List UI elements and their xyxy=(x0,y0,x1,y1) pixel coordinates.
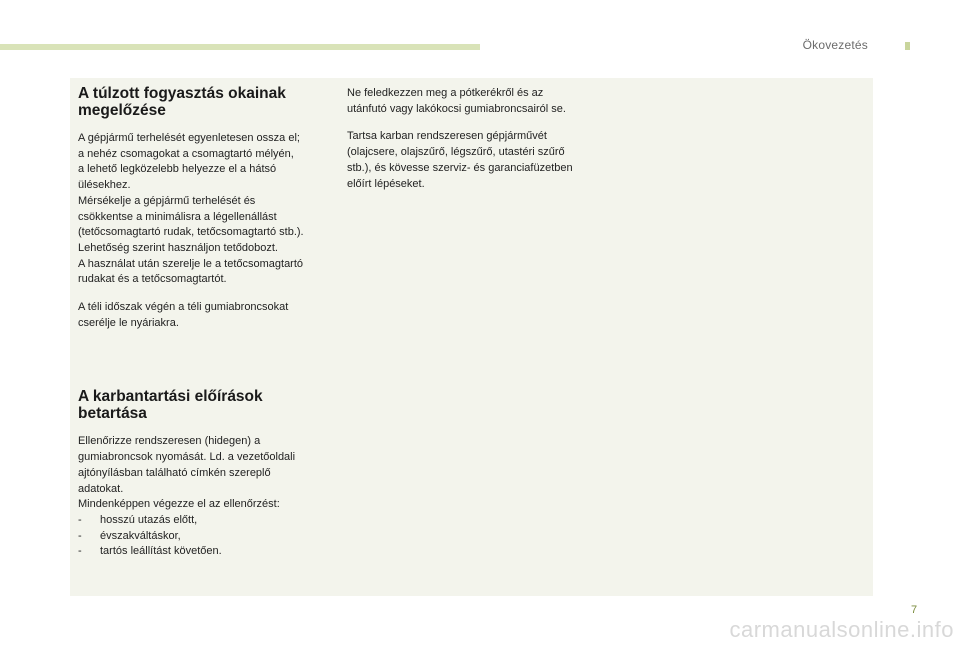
list-item: - hosszú utazás előtt, xyxy=(78,513,198,526)
paragraph-tyre-pressure: Ellenőrizze rendszeresen (hidegen) a gumiabroncsok nyomását. Ld. a vezetőoldali ajtónyílásban található címkén szereplő adatokat. Mindenképpen végezze el az ellenőrzést: - hosszú utazás előtt, - évszakváltáskor, - tartós leállítást követően. xyxy=(78,434,340,560)
watermark: carmanualsonline.info xyxy=(729,617,954,642)
section-title: Ökovezetés xyxy=(802,38,868,52)
paragraph-winter-tyres: A téli időszak végén a téli gumiabroncsokat cserélje le nyáriakra. xyxy=(78,301,289,329)
left-column xyxy=(78,86,340,572)
right-column xyxy=(347,86,609,204)
section-marker xyxy=(905,42,910,50)
paragraph-load: A gépjármű terhelését egyenletesen ossza el; a nehéz csomagokat a csomagtartó mélyén, a lehető legközelebb helyezze el a hátsó ülésekhez. Mérsékelje a gépjármű terhelését és csökkentse a minimálisra a légellenállást (tetőcsomagtartó rudak, tetőcsomagtartó stb.). Lehetőség szerint használjon tetődobozt. A használat után szerelje le a tetőcsomagtartó rudakat és a tetőcsomagtartót. xyxy=(78,132,304,286)
section-heading-consumption: A túlzott fogyasztás okainak megelőzése xyxy=(78,85,286,119)
paragraph-spare-wheel: Ne feledkezzen meg a pótkerékről és az utánfutó vagy lakókocsi gumiabroncsairól se. xyxy=(347,87,566,115)
section-spacer xyxy=(78,343,340,389)
section-heading-maintenance: A karbantartási előírások betartása xyxy=(78,388,263,422)
page-number: 7 xyxy=(911,604,918,616)
list-item: - évszakváltáskor, xyxy=(78,529,181,542)
header-accent-bar xyxy=(0,44,480,50)
paragraph-service: Tartsa karban rendszeresen gépjárművét (olajcsere, olajszűrő, légszűrő, utastéri szűrő stb.), és kövesse szerviz- és garanciafüzetben előírt lépéseket. xyxy=(347,130,573,190)
list-item: - tartós leállítást követően. xyxy=(78,545,222,558)
